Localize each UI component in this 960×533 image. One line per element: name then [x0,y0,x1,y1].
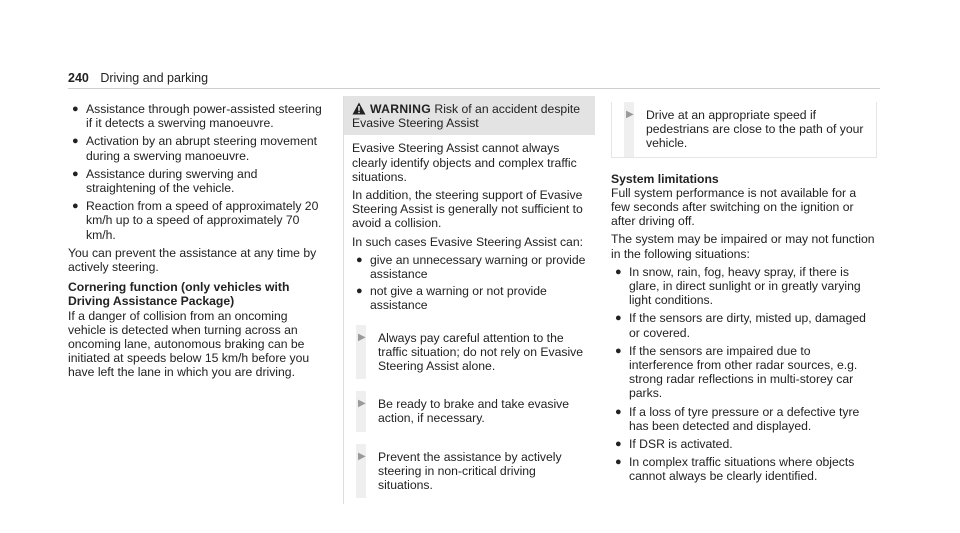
list-item: ● Assistance through power-assisted steering if it detects a swerving manoeuvre. [72,102,322,131]
bullet-icon: ● [72,200,79,213]
action-step: ▶ Be ready to brake and take evasive action, if necessary. [344,391,595,431]
list-item: ● Reaction from a speed of approximately 20 km/h up to a speed of approximately 70 km/h. [72,199,319,242]
bullet-icon: ● [615,312,622,325]
warning-continuation-box [611,102,877,158]
action-step: ▶ Prevent the assistance by actively steering in non-critical driving situations. [344,444,595,499]
warning-paragraph: Evasive Steering Assist cannot always clearly identify objects and complex traffic situations. [352,141,577,184]
warning-paragraph: In such cases Evasive Steering Assist can: [352,234,583,249]
list-item: ● If a loss of tyre pressure or a defective tyre has been detected and displayed. [615,404,860,433]
list-item: ● In snow, rain, fog, heavy spray, if there is glare, in direct sunlight or in greatly varying light conditions. [615,264,861,308]
warning-label: WARNING [370,102,432,116]
list-item: ● Assistance during swerving and straightening of the vehicle. [72,166,258,196]
warning-body [344,135,595,312]
list-item: ● give an unnecessary warning or provide assistance [356,252,586,282]
list-item: ● Activation by an abrupt steering movement during a swerving manoeuvre. [72,134,318,163]
action-step: ▶ Drive at an appropriate speed if pedestrians are close to the path of your vehicle. [612,102,876,157]
warning-list [352,253,587,313]
limitations-paragraph: The system may be impaired or may not function in the following situations: [611,232,875,261]
arrow-right-icon: ▶ [358,398,366,410]
list-item: ● not give a warning or not provide assistance [356,284,547,313]
list-item: ● If DSR is activated. [615,437,733,452]
bullet-icon: ● [615,438,622,451]
arrow-right-icon: ▶ [358,331,366,343]
arrow-right-icon: ▶ [358,450,366,462]
column-right [611,96,877,488]
prevent-paragraph: You can prevent the assistance at any time by actively steering. [68,245,317,275]
list-item: ● If the sensors are impaired due to interference from other radar sources, e.g. strong radar reflections in multi-storey car parks. [615,343,858,401]
bullet-icon: ● [615,405,622,418]
page-header [68,71,208,85]
system-limitations-heading: System limitations [611,171,719,186]
warning-box [343,96,595,504]
bullet-icon: ● [72,103,79,115]
warning-header [344,96,595,135]
limitations-paragraph: Full system performance is not available for a few seconds after switching on the ignition or after driving off. [611,185,857,229]
warning-paragraph: In addition, the steering support of Evasive Steering Assist is generally not sufficient to avoid a collision. [352,188,583,231]
bullet-icon: ● [615,265,622,278]
action-step: ▶ Always pay careful attention to the traffic situation; do not rely on Evasive Steering Assist alone. [344,325,595,380]
list-item: ● In complex traffic situations where objects cannot always be clearly identified. [615,455,855,484]
page-number: 240 [68,71,89,85]
list-item: ● If the sensors are dirty, misted up, damaged or covered. [615,311,866,340]
header-divider [68,88,880,89]
bullet-icon: ● [615,456,622,469]
bullet-icon: ● [72,135,79,148]
system-limitations-section [611,172,877,484]
bullet-icon: ● [615,344,622,357]
cornering-heading: Cornering function (only vehicles with Driving Assistance Package) [68,280,290,309]
warning-triangle-icon [352,102,366,115]
arrow-right-icon: ▶ [626,109,634,120]
column-middle [343,96,595,504]
column-left [68,102,326,384]
limitations-list [611,265,877,484]
cornering-paragraph: If a danger of collision from an oncoming vehicle is detected when turning across an oncoming lane, autonomous braking can be initiated at speeds below 15 km/h before you have left the lane in which you are driving. [68,308,310,380]
bullet-icon: ● [72,167,79,180]
bullet-icon: ● [356,285,363,298]
bullet-icon: ● [356,253,363,266]
feature-list [68,102,326,242]
warning-title: Risk of an accident despite Evasive Steering Assist [352,102,581,131]
section-title: Driving and parking [100,71,209,85]
